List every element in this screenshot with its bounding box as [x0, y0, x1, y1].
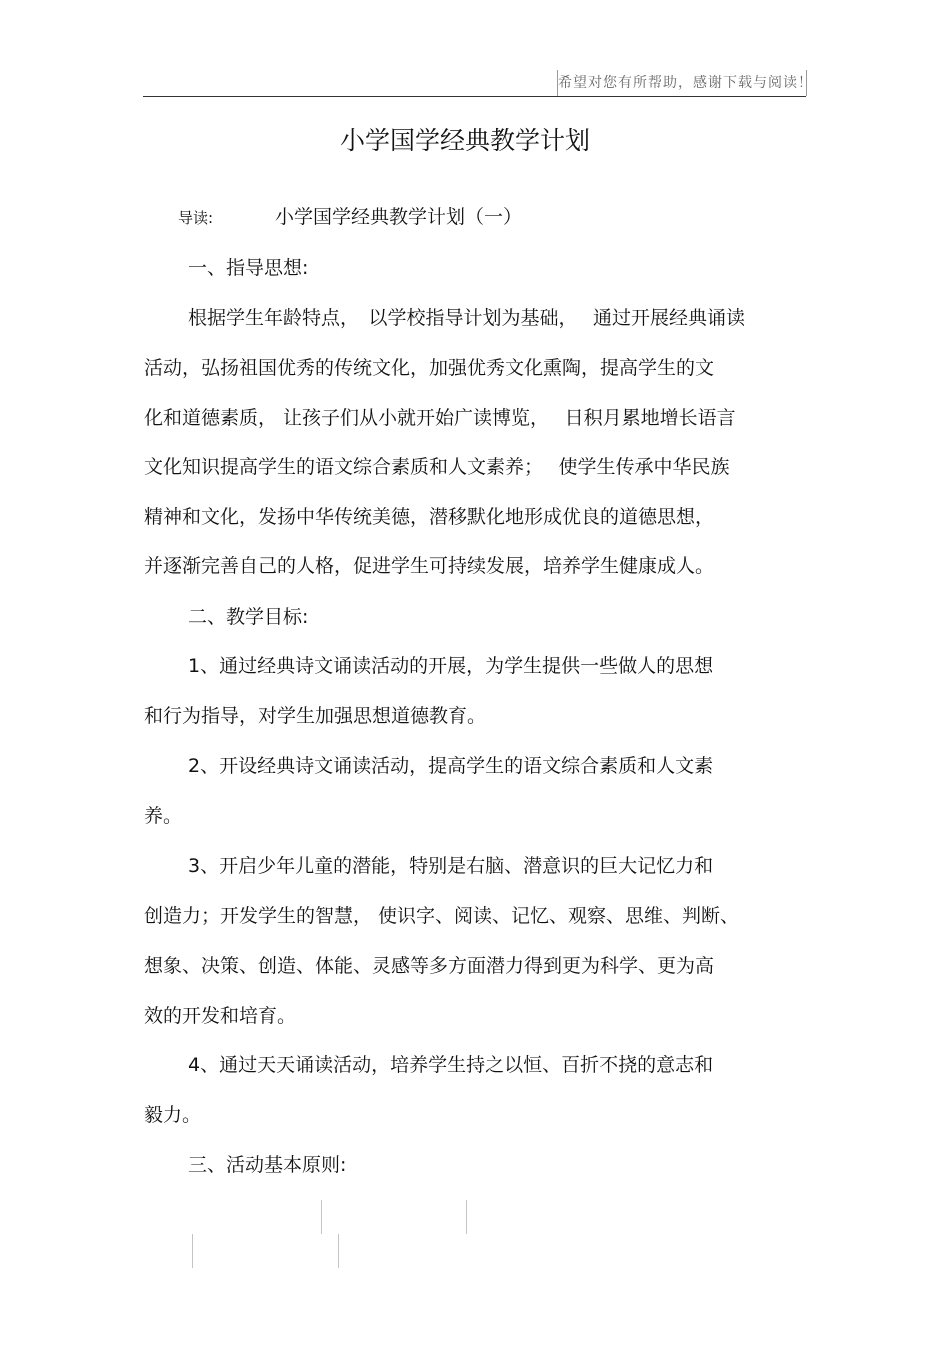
body-line: 养。	[144, 805, 183, 827]
body-line: 和行为指导，对学生加强思想道德教育。	[144, 705, 487, 727]
header-note: 希望对您有所帮助，感谢下载与阅读！	[557, 70, 807, 96]
lead-label: 导读:	[178, 209, 214, 227]
table-fragment-line	[338, 1234, 339, 1268]
body-line: 4、通过天天诵读活动，培养学生持之以恒、百折不挠的意志和	[188, 1054, 714, 1076]
body-line: 化和道德素质， 让孩子们从小就开始广读博览， 日积月累地增长语言	[144, 407, 736, 429]
table-fragment-line	[321, 1200, 322, 1234]
body-line: 根据学生年龄特点， 以学校指导计划为基础， 通过开展经典诵读	[188, 307, 746, 329]
body-line: 效的开发和培育。	[144, 1005, 297, 1027]
table-fragment-line	[192, 1234, 193, 1268]
body-line: 文化知识提高学生的语文综合素质和人文素养； 使学生传承中华民族	[144, 456, 730, 478]
body-line: 精神和文化，发扬中华传统美德，潜移默化地形成优良的道德思想，	[144, 506, 715, 528]
body-line: 想象、决策、创造、体能、灵感等多方面潜力得到更为科学、更为高	[144, 955, 715, 977]
body-line: 2、开设经典诗文诵读活动，提高学生的语文综合素质和人文素	[188, 755, 714, 777]
section-heading: 二、教学目标:	[188, 606, 309, 628]
header-rule	[143, 96, 806, 97]
body-line: 创造力；开发学生的智慧， 使识字、阅读、记忆、观察、思维、判断、	[144, 905, 740, 927]
page-title: 小学国学经典教学计划	[339, 126, 590, 155]
section-heading: 一、指导思想:	[188, 257, 309, 279]
section-heading: 三、活动基本原则:	[188, 1154, 347, 1176]
body-line: 3、开启少年儿童的潜能，特别是右脑、潜意识的巨大记忆力和	[188, 855, 714, 877]
body-line: 活动，弘扬祖国优秀的传统文化，加强优秀文化熏陶，提高学生的文	[144, 357, 715, 379]
body-line: 毅力。	[144, 1104, 202, 1126]
table-fragment-line	[466, 1200, 467, 1234]
body-line: 1、通过经典诗文诵读活动的开展，为学生提供一些做人的思想	[188, 655, 714, 677]
body-line: 并逐渐完善自己的人格，促进学生可持续发展，培养学生健康成人。	[144, 555, 715, 577]
lead-text: 小学国学经典教学计划（一）	[275, 206, 523, 228]
